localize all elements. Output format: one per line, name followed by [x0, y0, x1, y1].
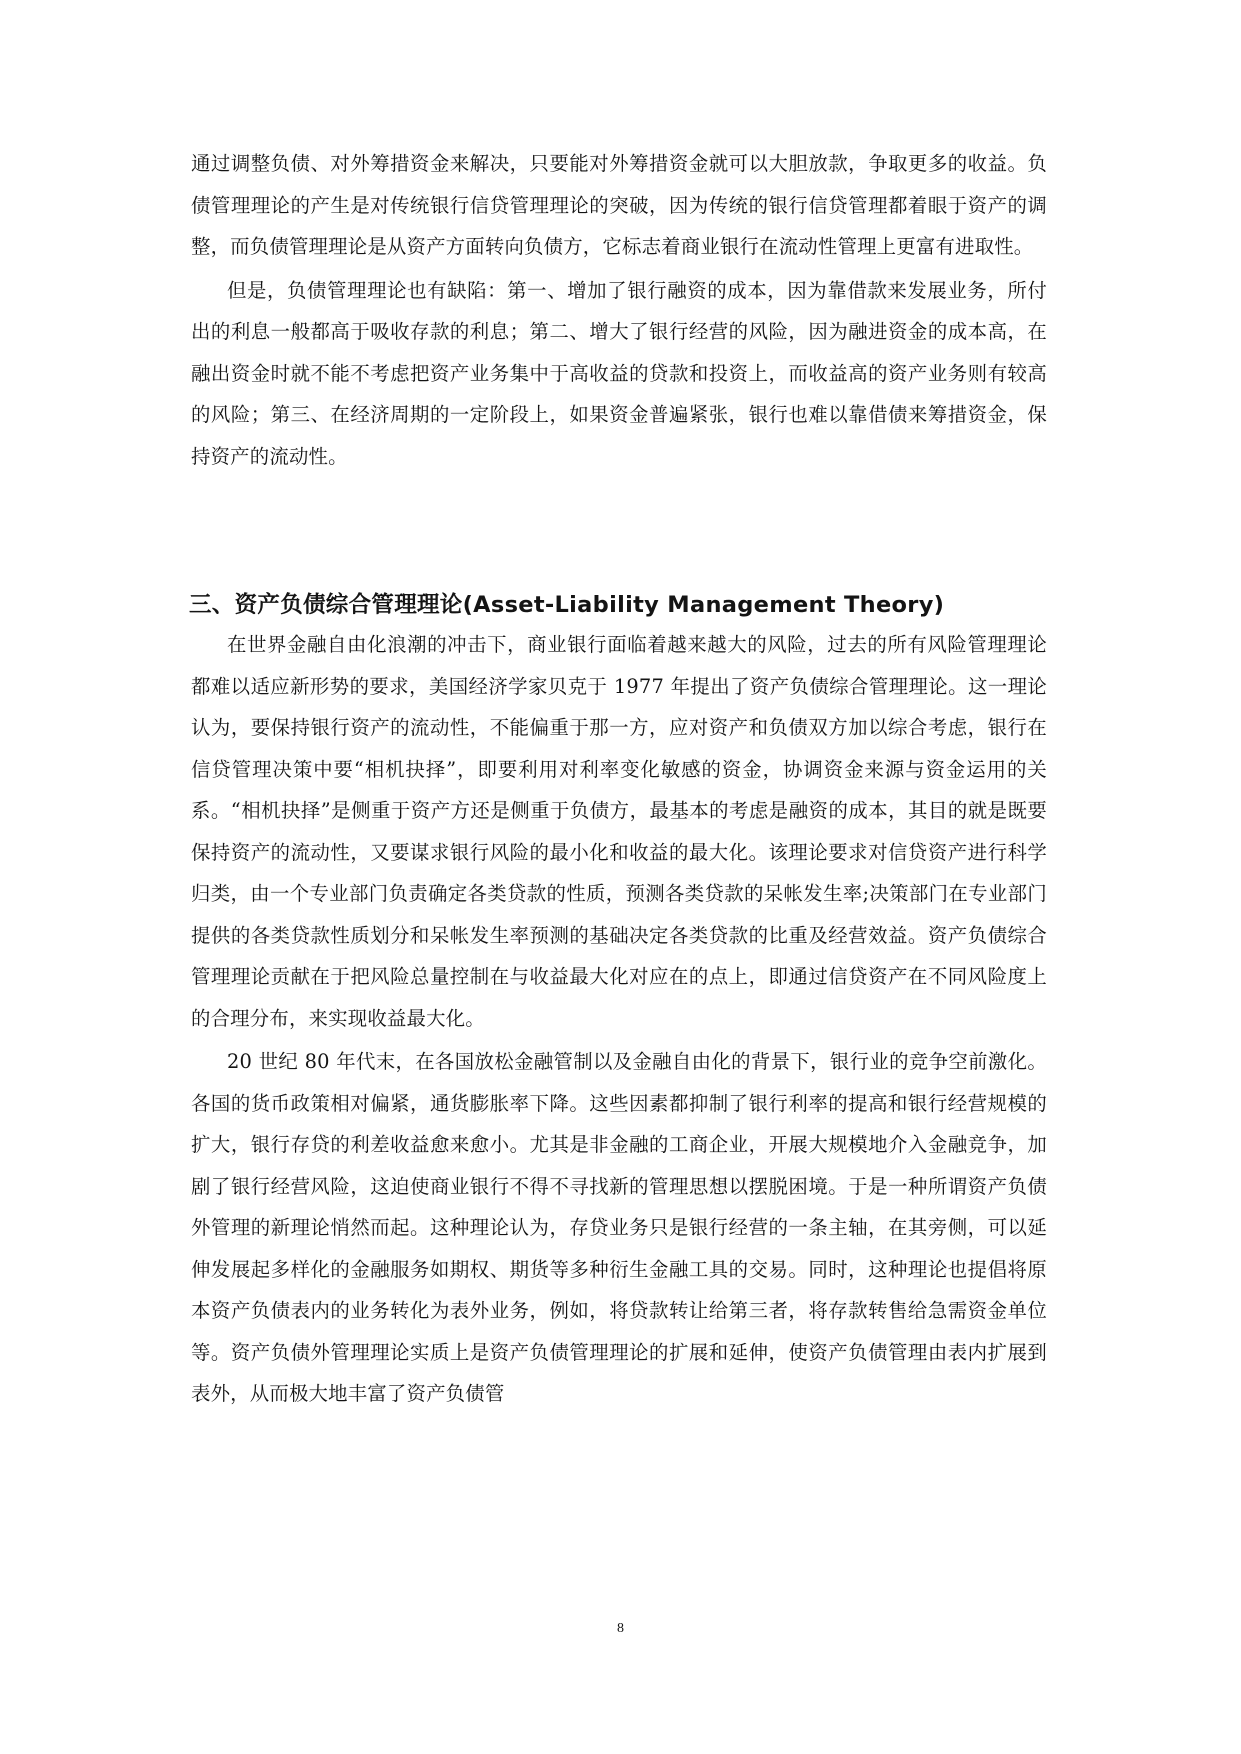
bottom-text-block	[191, 624, 1047, 1415]
top-text-block	[191, 143, 1047, 477]
body-paragraph: 通过调整负债、对外筹措资金来解决，只要能对外筹措资金就可以大胆放款，争取更多的收益。负债管理理论的产生是对传统银行信贷管理理论的突破，因为传统的银行信贷管理都着眼于资产的调整，而负债管理理论是从资产方面转向负债方，它标志着商业银行在流动性管理上更富有进取性。	[191, 152, 1047, 258]
body-paragraph: 20 世纪 80 年代末，在各国放松金融管制以及金融自由化的背景下，银行业的竞争空前激化。各国的货币政策相对偏紧，通货膨胀率下降。这些因素都抑制了银行利率的提高和银行经营规模的扩大，银行存贷的利差收益愈来愈小。尤其是非金融的工商企业，开展大规模地介入金融竞争，加剧了银行经营风险，这迫使商业银行不得不寻找新的管理思想以摆脱困境。于是一种所谓资产负债外管理的新理论悄然而起。这种理论认为，存贷业务只是银行经营的一条主轴，在其旁侧，可以延伸发展起多样化的金融服务如期权、期货等多种衍生金融工具的交易。同时，这种理论也提倡将原本资产负债表内的业务转化为表外业务，例如，将贷款转让给第三者，将存款转售给急需资金单位等。资产负债外管理理论实质上是资产负债管理理论的扩展和延伸，使资产负债管理由表内扩展到表外，从而极大地丰富了资产负债管	[191, 1050, 1047, 1405]
section-heading: 三、资产负债综合管理理论(Asset-Liability Management Theory)	[189, 592, 945, 618]
page-number: 8	[617, 1621, 624, 1636]
body-paragraph: 在世界金融自由化浪潮的冲击下，商业银行面临着越来越大的风险，过去的所有风险管理理论都难以适应新形势的要求，美国经济学家贝克于 1977 年提出了资产负债综合管理理论。这一理论认为，要保持银行资产的流动性，不能偏重于那一方，应对资产和负债双方加以综合考虑，银行在信贷管理决策中要“相机抉择”，即要利用对利率变化敏感的资金，协调资金来源与资金运用的关系。“相机抉择”是侧重于资产方还是侧重于负债方，最基本的考虑是融资的成本，其目的就是既要保持资产的流动性，又要谋求银行风险的最小化和收益的最大化。该理论要求对信贷资产进行科学归类，由一个专业部门负责确定各类贷款的性质，预测各类贷款的呆帐发生率;决策部门在专业部门提供的各类贷款性质划分和呆帐发生率预测的基础决定各类贷款的比重及经营效益。资产负债综合管理理论贡献在于把风险总量控制在与收益最大化对应在的点上，即通过信贷资产在不同风险度上的合理分布，来实现收益最大化。	[191, 633, 1047, 1030]
body-paragraph: 但是，负债管理理论也有缺陷：第一、增加了银行融资的成本，因为靠借款来发展业务，所付出的利息一般都高于吸收存款的利息；第二、增大了银行经营的风险，因为融进资金的成本高，在融出资金时就不能不考虑把资产业务集中于高收益的贷款和投资上，而收益高的资产业务则有较高的风险；第三、在经济周期的一定阶段上，如果资金普遍紧张，银行也难以靠借债来筹措资金，保持资产的流动性。	[191, 278, 1047, 468]
